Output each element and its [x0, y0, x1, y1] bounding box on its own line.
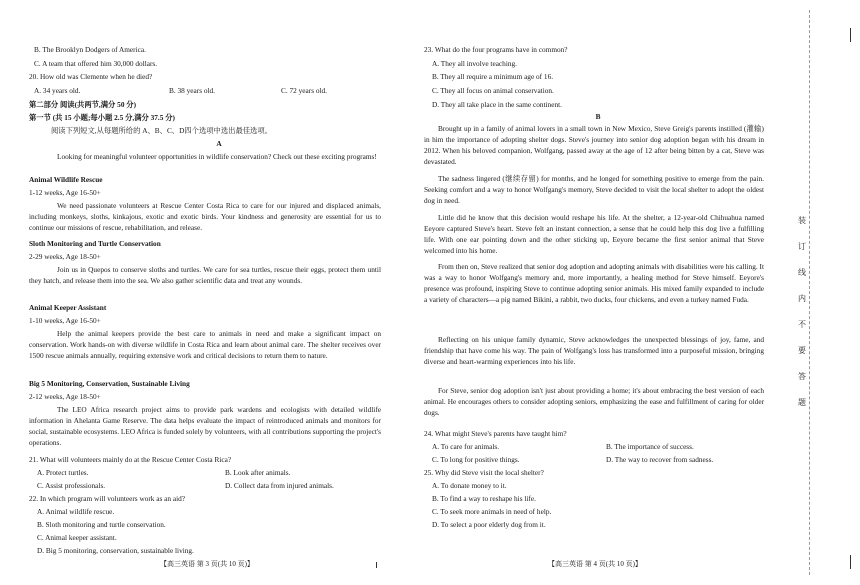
- program4-title: Big 5 Monitoring, Conservation, Sustainable Living: [29, 379, 190, 388]
- section1-title: 第一节 (共 15 小题;每小题 2.5 分,满分 37.5 分): [29, 113, 175, 122]
- binding-char: 不: [798, 320, 806, 329]
- program2-text: Join us in Quepos to conserve sloths and turtles. We care for sea turtles, rescue their eggs, protect them until they hatch, and release them into the sea. We also gather scientific data and treat any wounds.: [29, 265, 381, 285]
- passage-b-paragraph-3: Little did he know that this decision would reshape his life. At the shelter, a 12-year-old Chihuahua named Eeyore captured Steve's heart. Steve felt an instant connection, a sense that he could help this dog live a fulfilling life. With one ear pointing down and the other sticking up, Eeyore became the first senior animal that Steve welcomed into his home.: [424, 213, 764, 255]
- q22-option-b: B. Sloth monitoring and turtle conservation.: [37, 520, 166, 529]
- binding-char: 答: [798, 372, 806, 381]
- program2-title: Sloth Monitoring and Turtle Conservation: [29, 239, 161, 248]
- q25-option-b: B. To find a way to reshape his life.: [432, 494, 536, 503]
- q20-choice-b: B. 38 years old.: [169, 86, 216, 95]
- q20-option-c: C. A team that offered him 30,000 dollars.: [34, 59, 158, 68]
- section1-instructions: 阅读下列短文,从每题所给的 A、B、C、D四个选项中选出最佳选项。: [51, 126, 272, 135]
- q24-stem: 24. What might Steve's parents have taught him?: [424, 429, 567, 438]
- binding-char: 内: [798, 294, 806, 303]
- program1-text: We need passionate volunteers at Rescue Center Costa Rica to care for our injured and displaced animals, including monkeys, sloths, kinkajous, exotic and exotic birds. Your kindness and generosity are essential for us to continue our missions of rescue, rehabilitation, and release.: [29, 201, 381, 232]
- q24-option-c: C. To long for positive things.: [432, 455, 520, 464]
- q25-stem: 25. Why did Steve visit the local shelter?: [424, 468, 544, 477]
- q22-option-d: D. Big 5 monitoring, conservation, sustainable living.: [37, 546, 194, 555]
- left-page-footer: 【高三英语 第 3 页(共 10 页)】: [160, 560, 254, 568]
- program1-meta: 1-12 weeks, Age 16-50+: [29, 188, 101, 197]
- q23-option-a: A. They all involve teaching.: [432, 59, 517, 68]
- q21-option-d: D. Collect data from injured animals.: [225, 481, 334, 490]
- passage-b-paragraph-5: Reflecting on his unique family dynamic, Steve acknowledges the unexpected blessings of joy, fame, and friendship that have come his way. The pain of Wolfgang's loss has transformed into a purposeful mission, bringing diverse and heart-warming experiences into his life.: [424, 335, 764, 366]
- q23-option-c: C. They all focus on animal conservation.: [432, 86, 554, 95]
- binding-char: 题: [798, 398, 806, 407]
- q25-option-d: D. To select a poor elderly dog from it.: [432, 520, 546, 529]
- q20-stem: 20. How old was Clemente when he died?: [29, 72, 153, 81]
- binding-dashed-line: [809, 10, 810, 575]
- q25-option-a: A. To donate money to it.: [432, 481, 507, 490]
- program4-text: The LEO Africa research project aims to provide park wardens and ecologists with detailed wildlife information in Ahelanta Game Reserve. The data helps evaluate the impact of reintroduced animals and monitors for social, sustainable ecosystems. LEO Africa is funded solely by volunteers, with all contributions supporting the project's operations.: [29, 405, 381, 447]
- q20-choice-c: C. 72 years old.: [281, 86, 328, 95]
- q24-option-d: D. The way to recover from sadness.: [606, 455, 714, 464]
- q23-stem: 23. What do the four programs have in common?: [424, 45, 568, 54]
- q22-option-c: C. Animal keeper assistant.: [37, 533, 117, 542]
- q21-option-c: C. Assist professionals.: [37, 481, 106, 490]
- program1-title: Animal Wildlife Rescue: [29, 175, 103, 184]
- q21-stem: 21. What will volunteers mainly do at the Rescue Center Costa Rica?: [29, 455, 232, 464]
- q22-option-a: A. Animal wildlife rescue.: [37, 507, 115, 516]
- binding-char: 装: [798, 216, 806, 225]
- passage-b-letter: B: [595, 112, 601, 121]
- q20-option-b: B. The Brooklyn Dodgers of America.: [34, 45, 146, 54]
- passage-b-paragraph-4: From then on, Steve realized that senior dog adoption and adopting animals with disabilities were his calling. It was a way to honor Wolfgang's memory and, more importantly, a healing method for Steve himself. Eeyore's presence was profound, inspiring Steve to continue adopting senior animals. His mixed family expanded to include a variety of characters—a pig named Bikini, a rabbit, two ducks, four chickens, and even a turkey named Fuda.: [424, 262, 764, 304]
- q24-option-b: B. The importance of success.: [606, 442, 694, 451]
- q22-stem: 22. In which program will volunteers work as an aid?: [29, 494, 186, 503]
- edge-mark: [850, 555, 851, 569]
- program2-meta: 2-29 weeks, Age 18-50+: [29, 252, 101, 261]
- crop-mark: [376, 562, 377, 568]
- program4-meta: 2-12 weeks, Age 18-50+: [29, 392, 101, 401]
- binding-char: 订: [798, 242, 806, 251]
- q23-option-d: D. They all take place in the same continent.: [432, 100, 562, 109]
- passage-a-letter: A: [216, 139, 222, 148]
- program3-title: Animal Keeper Assistant: [29, 303, 107, 312]
- binding-char: 要: [798, 346, 806, 355]
- passage-a-intro: Looking for meaningful volunteer opportunities in wildlife conservation? Check out these exciting programs!: [57, 152, 377, 161]
- passage-b-paragraph-6: For Steve, senior dog adoption isn't just about providing a home; it's about embracing the best version of each animal. He encourages others to consider adopting seniors, emphasizing the ease and fulfillment of caring for older dogs.: [424, 386, 764, 417]
- q23-option-b: B. They all require a minimum age of 16.: [432, 72, 554, 81]
- passage-b-paragraph-2: The sadness lingered (继续存留) for months, and he longed for something positive to emerge from the pain. Seeking comfort and a way to honor Wolfgang's memory, Steve decided to visit the local shelter to adopt the oldest dog in need.: [424, 174, 764, 205]
- part2-title: 第二部分 阅读(共两节,满分 50 分): [29, 100, 137, 109]
- passage-b-paragraph-1: Brought up in a family of animal lovers in a small town in New Mexico, Steve Greig's parents instilled (灌输) in him the importance of adopting shelter dogs. Steve's journey into senior dog adoption began with his dream in 2012. When his beloved companion, Wolfgang, passed away at the age of 12 after being bitten by a cat, Steve was devastated.: [424, 124, 764, 166]
- q21-option-a: A. Protect turtles.: [37, 468, 89, 477]
- q25-option-c: C. To seek more animals in need of help.: [432, 507, 552, 516]
- binding-margin: [782, 0, 822, 585]
- right-page-footer: 【高三英语 第 4 页(共 10 页)】: [548, 560, 642, 568]
- binding-char: 线: [798, 268, 806, 277]
- program3-meta: 1-10 weeks, Age 16-50+: [29, 316, 101, 325]
- program3-text: Help the animal keepers provide the best care to animals in need and make a significant impact on conservation. Work hands-on with diverse wildlife in Costa Rica and learn about animal care. The shelter receives over 1500 rescue animals annually, requiring extensive work and critical decisions to return them to nature.: [29, 329, 381, 360]
- q20-choice-a: A. 34 years old.: [34, 86, 81, 95]
- q24-option-a: A. To care for animals.: [432, 442, 500, 451]
- edge-mark: [850, 28, 851, 42]
- q21-option-b: B. Look after animals.: [225, 468, 291, 477]
